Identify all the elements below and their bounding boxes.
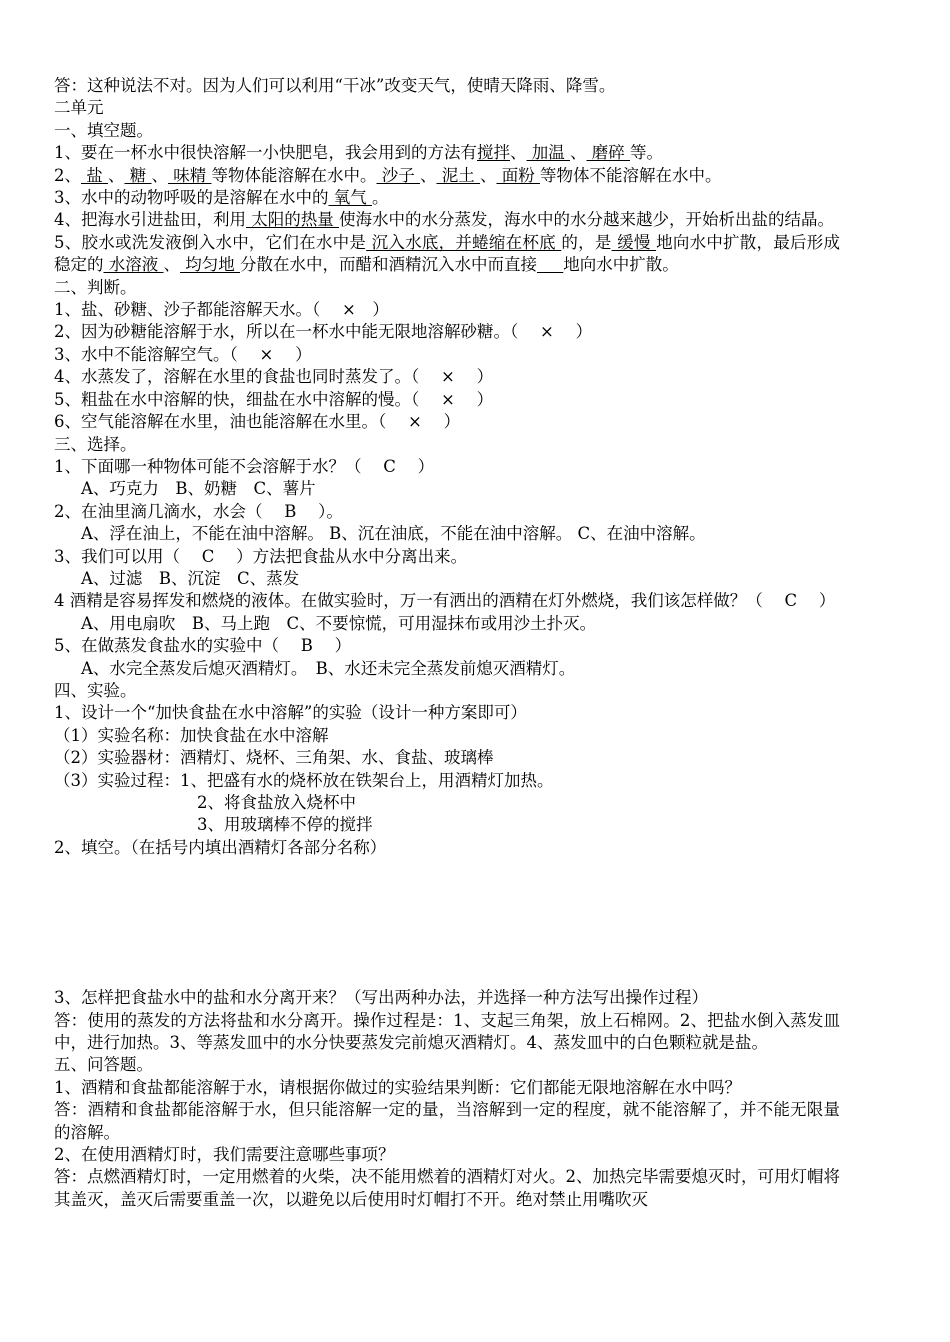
- exp-q3: 3、怎样把食盐水中的盐和水分离开来？（写出两种办法，并选择一种方法写出操作过程）: [54, 988, 708, 1008]
- choice-q2-options: A、浮在油上，不能在油中溶解。 B、沉在油底，不能在油中溶解。 C、在油中溶解。: [81, 524, 706, 544]
- judge-item: 2、因为砂糖能溶解于水，所以在一杯水中能无限地溶解砂糖。（ × ）: [54, 322, 593, 342]
- blank-answer: 缓慢: [611, 232, 657, 252]
- blank-answer: 味精: [168, 165, 212, 185]
- choice-heading: 三、选择。: [54, 434, 137, 454]
- exp-process: （3）实验过程：1、把盛有水的烧杯放在铁架台上，用酒精灯加热。: [54, 770, 554, 790]
- judge-item: 5、粗盐在水中溶解的快，细盐在水中溶解的慢。（ × ）: [54, 389, 494, 409]
- fill-q3: 3、水中的动物呼吸的是溶解在水中的 氧气 。: [54, 188, 389, 208]
- blank-answer: [537, 255, 563, 274]
- choice-q1: 1、下面哪一种物体可能不会溶解于水？（ C ）: [54, 456, 435, 476]
- choice-q5: 5、在做蒸发食盐水的实验中（ B ）: [54, 636, 352, 656]
- qa-heading: 五、问答题。: [54, 1055, 153, 1075]
- fill-q5: 5、胶水或洗发液倒入水中，它们在水中是 沉入水底，并蜷缩在杯底 的，是 缓慢 地向水中扩散，最后形成稳定的 水溶液 、 均匀地 分散在水中，而醋和酒精沉入水中而直接 地向水中扩散。: [54, 232, 841, 275]
- blank-answer: 磨碎: [586, 143, 630, 163]
- exp-heading: 四、实验。: [54, 680, 137, 700]
- blank-answer: 搅拌: [477, 143, 510, 163]
- fill-q1: 1、要在一杯水中很快溶解一小快肥皂，我会用到的方法有搅拌、 加温 、 磨碎 等。: [54, 143, 663, 163]
- choice-q5-options: A、水完全蒸发后熄灭酒精灯。 B、水还未完全蒸发前熄灭酒精灯。: [81, 658, 576, 678]
- judge-item: 3、水中不能溶解空气。（ × ）: [54, 344, 312, 364]
- blank-answer: 加温: [526, 143, 570, 163]
- blank-answer: 水溶液: [103, 255, 164, 275]
- choice-q3-options: A、过滤 B、沉淀 C、蒸发: [81, 568, 300, 588]
- qa-q1-answer: 答：酒精和食盐都能溶解于水，但只能溶解一定的量，当溶解到一定的程度，就不能溶解了，并不能无限量的溶解。: [54, 1100, 840, 1142]
- exp-process-step: 3、用玻璃棒不停的搅拌: [197, 815, 373, 835]
- judge-item: 6、空气能溶解在水里，油也能溶解在水里。（ × ）: [54, 412, 461, 432]
- choice-q4: 4 酒精是容易挥发和燃烧的液体。在做实验时，万一有洒出的酒精在灯外燃烧，我们该怎样做？（ C ）: [54, 591, 836, 611]
- exp-name: （1）实验名称：加快食盐在水中溶解: [54, 725, 329, 745]
- fill-heading: 一、填空题。: [54, 120, 153, 140]
- judge-heading: 二、判断。: [54, 277, 137, 297]
- exp-q1: 1、设计一个“加快食盐在水中溶解”的实验（设计一种方案即可）: [54, 703, 527, 723]
- choice-q1-options: A、巧克力 B、奶糖 C、薯片: [81, 479, 316, 499]
- fill-q2: 2、 盐 、 糖 、 味精 等物体能溶解在水中。 沙子 、 泥土 、 面粉 等物体不能溶解在水中。: [54, 165, 722, 185]
- blank-answer: 泥土: [436, 165, 480, 185]
- intro-answer: 答：这种说法不对。因为人们可以利用“干冰”改变天气，使晴天降雨、降雪。: [54, 76, 616, 95]
- judge-item: 4、水蒸发了，溶解在水里的食盐也同时蒸发了。（ × ）: [54, 367, 494, 387]
- qa-q1: 1、酒精和食盐都能溶解于水，请根据你做过的实验结果判断：它们都能无限地溶解在水中吗？: [54, 1077, 741, 1097]
- qa-q2: 2、在使用酒精灯时，我们需要注意哪些事项？: [54, 1145, 395, 1165]
- qa-q2-answer: 答：点燃酒精灯时，一定用燃着的火柴，决不能用燃着的酒精灯对火。2、加热完毕需要熄灭时，可用灯帽将其盖灭，盖灭后需要重盖一次，以避免以后使用时灯帽打不开。绝对禁止用嘴吹灭: [54, 1167, 840, 1209]
- exp-q2: 2、填空。（在括号内填出酒精灯各部分名称）: [54, 837, 387, 857]
- blank-answer: 面粉: [496, 165, 540, 185]
- blank-answer: 氧气: [328, 188, 372, 208]
- unit-title: 二单元: [54, 98, 104, 118]
- blank-answer: 沙子: [376, 165, 420, 185]
- choice-q4-options: A、用电扇吹 B、马上跑 C、不要惊慌，可用湿抹布或用沙土扑灭。: [81, 613, 597, 633]
- choice-q2: 2、在油里滴几滴水，水会（ B ）。: [54, 501, 343, 521]
- blank-answer: 太阳的热量: [246, 210, 339, 230]
- exp-equipment: （2）实验器材：酒精灯、烧杯、三角架、水、食盐、玻璃棒: [54, 748, 494, 768]
- fill-q4: 4、把海水引进盐田，利用 太阳的热量 使海水中的水分蒸发，海水中的水分越来越少，开始析出盐的结晶。: [54, 210, 834, 230]
- blank-answer: 均匀地: [180, 255, 240, 275]
- choice-q3: 3、我们可以用（ C ）方法把食盐从水中分离出来。: [54, 546, 468, 566]
- blank-answer: 盐: [81, 165, 108, 185]
- blank-space: [54, 859, 840, 987]
- blank-answer: 糖: [124, 165, 152, 185]
- exp-process-step: 2、将食盐放入烧杯中: [197, 793, 356, 812]
- exp-q3-answer: 答：使用的蒸发的方法将盐和水分离开。操作过程是：1、支起三角架，放上石棉网。2、把盐水倒入蒸发皿中，进行加热。3、等蒸发皿中的水分快要蒸发完前熄灭酒精灯。4、蒸发皿中的白色颗粒就是盐。: [54, 1010, 840, 1053]
- blank-answer: 沉入水底，并蜷缩在杯底: [366, 232, 562, 252]
- judge-item: 1、盐、砂糖、沙子都能溶解天水。（ × ）: [54, 300, 389, 320]
